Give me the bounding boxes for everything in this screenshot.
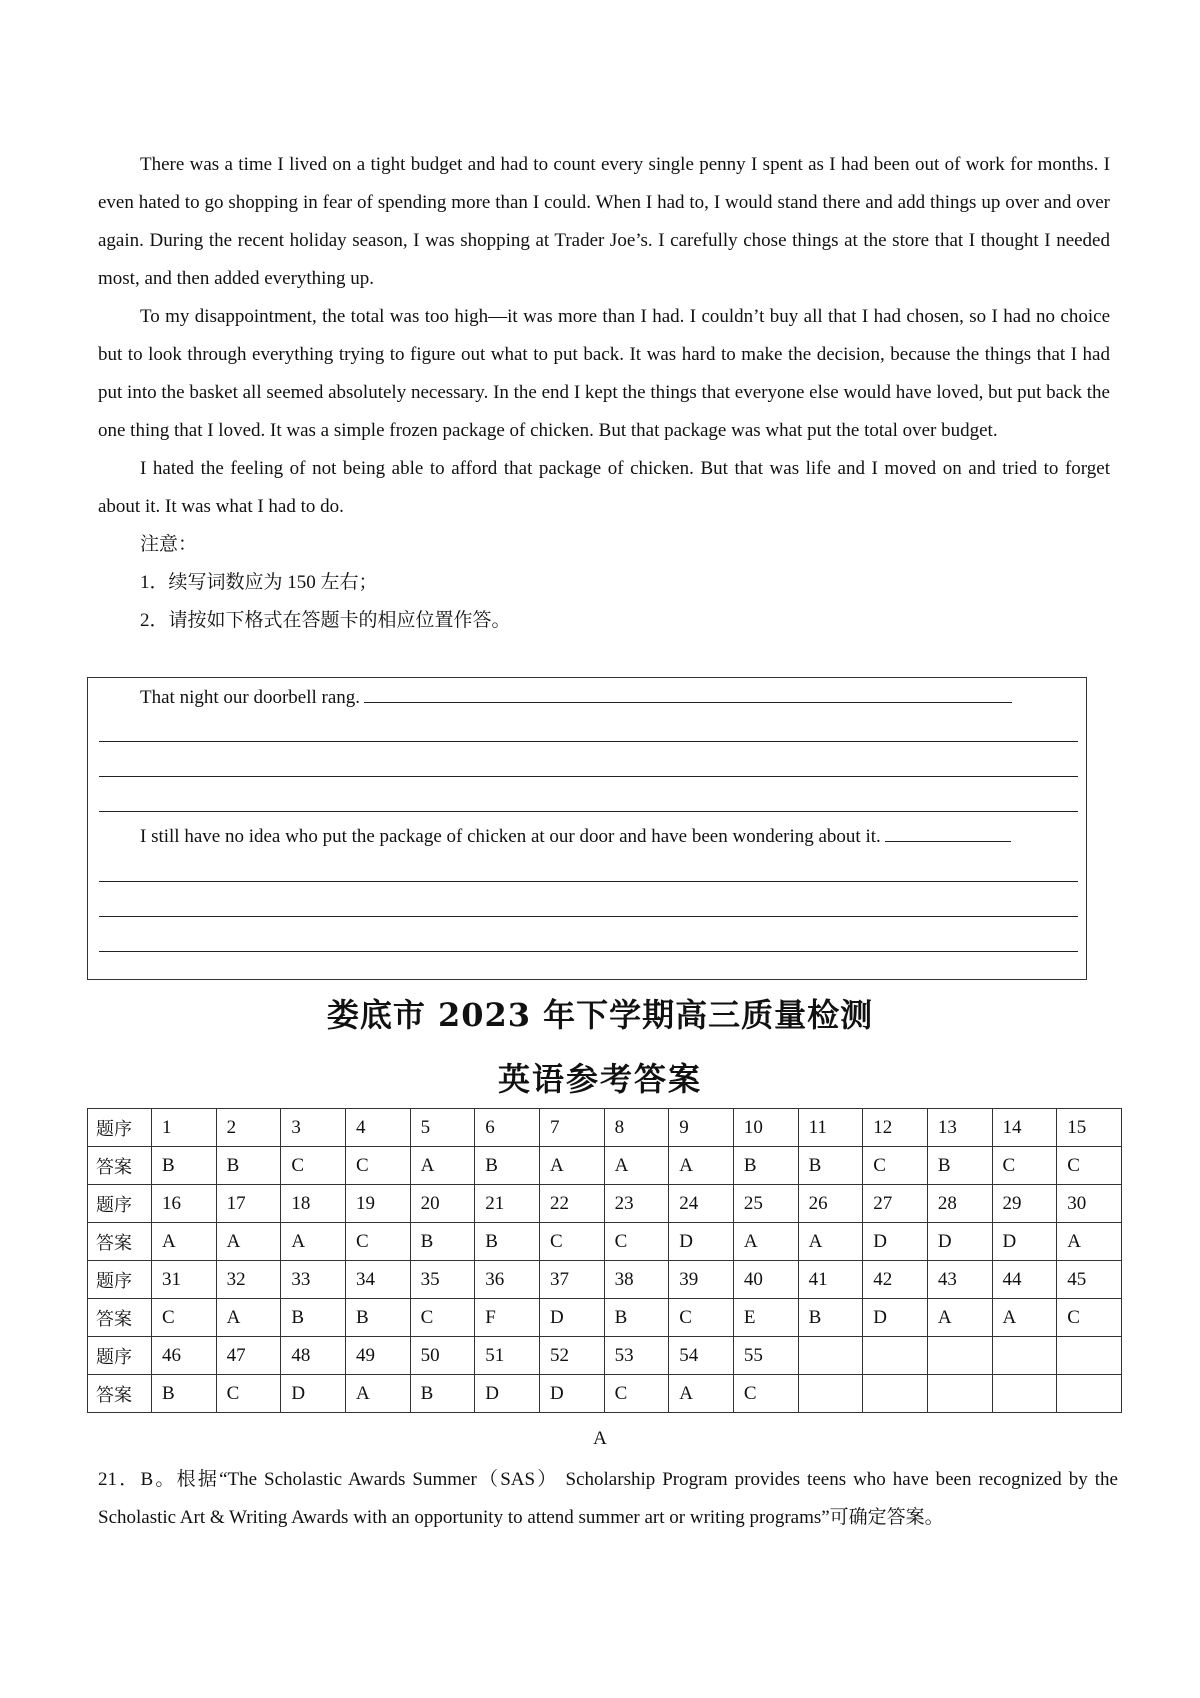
answer-cell: B bbox=[798, 1147, 863, 1185]
answer-row-label: 答案 bbox=[88, 1223, 152, 1261]
writing-line[interactable] bbox=[99, 951, 1078, 952]
answer-cell: C bbox=[992, 1147, 1057, 1185]
answer-cell: B bbox=[604, 1299, 669, 1337]
answer-writing-box bbox=[87, 677, 1087, 980]
passage-paragraph: I hated the feeling of not being able to afford that package of chicken. But that was life and I moved on and tried to forget about it. It was what I had to do. bbox=[98, 458, 1110, 517]
question-number-cell: 39 bbox=[669, 1261, 734, 1299]
note-item: 2．请按如下格式在答题卡的相应位置作答。 bbox=[140, 610, 511, 631]
answer-cell: A bbox=[216, 1223, 281, 1261]
passage-paragraph: To my disappointment, the total was too high—it was more than I had. I couldn’t buy all that I had chosen, so I had no choice but to look through everything trying to figure out what to put back. It was hard to make the decision, because the things that I had put into the basket all seemed absolutely necessary. In the end I kept the things that everyone else would have loved, but put back the one thing that I loved. It was a simple frozen package of chicken. But that package was what put the total over budget. bbox=[98, 306, 1110, 441]
answer-cell: C bbox=[669, 1299, 734, 1337]
question-number-cell: 33 bbox=[281, 1261, 346, 1299]
passage-paragraph: There was a time I lived on a tight budget and had to count every single penny I spent as I had been out of work for months. I even hated to go shopping in fear of spending more than I could. When I had to, I would stand there and add things up over and over again. During the recent holiday season, I was shopping at Trader Joe’s. I carefully chose things at the store that I thought I needed most, and then added everything up. bbox=[98, 154, 1110, 289]
answer-cell: C bbox=[281, 1147, 346, 1185]
answer-cell: C bbox=[539, 1223, 604, 1261]
answer-cell: C bbox=[152, 1299, 217, 1337]
question-number-cell bbox=[927, 1337, 992, 1375]
answer-cell: C bbox=[345, 1147, 410, 1185]
answer-cell: A bbox=[992, 1299, 1057, 1337]
question-number-cell: 4 bbox=[345, 1109, 410, 1147]
answer-cell: B bbox=[410, 1375, 475, 1413]
question-number-cell bbox=[863, 1337, 928, 1375]
answer-cell bbox=[863, 1375, 928, 1413]
answer-row-label: 答案 bbox=[88, 1299, 152, 1337]
question-number-cell: 30 bbox=[1057, 1185, 1122, 1223]
question-number-cell: 19 bbox=[345, 1185, 410, 1223]
answer-key-table bbox=[87, 1108, 1122, 1413]
question-number-cell: 13 bbox=[927, 1109, 992, 1147]
answer-row bbox=[88, 1375, 1122, 1413]
question-number-cell: 2 bbox=[216, 1109, 281, 1147]
answer-cell: C bbox=[733, 1375, 798, 1413]
answer-cell: B bbox=[152, 1375, 217, 1413]
number-row bbox=[88, 1261, 1122, 1299]
answer-explanation: 21．B。根据“The Scholastic Awards Summer（SAS） Scholarship Program provides teens who have been recognized by the Scholastic Art & Writing Awards with an opportunity to attend summer art or writing programs”可确定答案。 bbox=[98, 1469, 1118, 1528]
question-number-cell: 44 bbox=[992, 1261, 1057, 1299]
answer-cell: C bbox=[410, 1299, 475, 1337]
answer-cell: D bbox=[281, 1375, 346, 1413]
question-number-cell: 45 bbox=[1057, 1261, 1122, 1299]
answer-row bbox=[88, 1223, 1122, 1261]
answer-cell: C bbox=[345, 1223, 410, 1261]
answer-cell bbox=[1057, 1375, 1122, 1413]
answer-cell: B bbox=[475, 1223, 540, 1261]
question-number-cell: 18 bbox=[281, 1185, 346, 1223]
question-number-cell: 24 bbox=[669, 1185, 734, 1223]
question-number-cell bbox=[1057, 1337, 1122, 1375]
answer-cell: D bbox=[863, 1299, 928, 1337]
answer-cell: B bbox=[216, 1147, 281, 1185]
answer-cell: B bbox=[410, 1223, 475, 1261]
question-number-cell bbox=[992, 1337, 1057, 1375]
number-row bbox=[88, 1109, 1122, 1147]
answer-cell: B bbox=[152, 1147, 217, 1185]
question-number-cell: 54 bbox=[669, 1337, 734, 1375]
number-row-label: 题序 bbox=[88, 1337, 152, 1375]
question-number-cell: 6 bbox=[475, 1109, 540, 1147]
prompt-text: That night our doorbell rang. bbox=[140, 687, 361, 708]
question-number-cell: 28 bbox=[927, 1185, 992, 1223]
question-number-cell: 40 bbox=[733, 1261, 798, 1299]
answer-cell bbox=[798, 1375, 863, 1413]
answer-cell: B bbox=[281, 1299, 346, 1337]
answer-cell: A bbox=[410, 1147, 475, 1185]
question-number-cell: 17 bbox=[216, 1185, 281, 1223]
answer-cell: B bbox=[798, 1299, 863, 1337]
blank-line[interactable] bbox=[364, 686, 1012, 703]
answer-cell: B bbox=[345, 1299, 410, 1337]
answer-cell bbox=[927, 1375, 992, 1413]
question-number-cell: 55 bbox=[733, 1337, 798, 1375]
question-number-cell: 41 bbox=[798, 1261, 863, 1299]
question-number-cell: 47 bbox=[216, 1337, 281, 1375]
answer-cell: C bbox=[863, 1147, 928, 1185]
question-number-cell: 27 bbox=[863, 1185, 928, 1223]
reading-passage bbox=[98, 146, 1110, 640]
prompt-text: I still have no idea who put the package of chicken at our door and have been wondering about it. bbox=[140, 826, 881, 847]
number-row bbox=[88, 1185, 1122, 1223]
question-number-cell: 15 bbox=[1057, 1109, 1122, 1147]
writing-line[interactable] bbox=[99, 811, 1078, 812]
note-item: 1．续写词数应为 150 左右； bbox=[140, 572, 378, 593]
answer-row bbox=[88, 1299, 1122, 1337]
answer-cell: A bbox=[345, 1375, 410, 1413]
answer-cell bbox=[992, 1375, 1057, 1413]
question-number-cell: 32 bbox=[216, 1261, 281, 1299]
answer-cell: A bbox=[669, 1147, 734, 1185]
answer-cell: B bbox=[733, 1147, 798, 1185]
answer-cell: D bbox=[863, 1223, 928, 1261]
question-number-cell: 14 bbox=[992, 1109, 1057, 1147]
writing-line[interactable] bbox=[99, 881, 1078, 882]
answer-cell: A bbox=[216, 1299, 281, 1337]
answer-cell: A bbox=[798, 1223, 863, 1261]
question-number-cell: 22 bbox=[539, 1185, 604, 1223]
answer-row-label: 答案 bbox=[88, 1375, 152, 1413]
answer-cell: D bbox=[992, 1223, 1057, 1261]
question-number-cell: 53 bbox=[604, 1337, 669, 1375]
answer-cell: C bbox=[216, 1375, 281, 1413]
answer-cell: C bbox=[1057, 1147, 1122, 1185]
question-number-cell: 20 bbox=[410, 1185, 475, 1223]
question-number-cell: 31 bbox=[152, 1261, 217, 1299]
number-row-label: 题序 bbox=[88, 1109, 152, 1147]
answer-cell: D bbox=[927, 1223, 992, 1261]
section-letter: A bbox=[593, 1428, 607, 1449]
exam-subtitle: 英语参考答案 bbox=[497, 1060, 702, 1098]
question-number-cell: 49 bbox=[345, 1337, 410, 1375]
answer-cell: A bbox=[669, 1375, 734, 1413]
question-number-cell: 1 bbox=[152, 1109, 217, 1147]
question-number-cell: 7 bbox=[539, 1109, 604, 1147]
answer-cell: C bbox=[1057, 1299, 1122, 1337]
question-number-cell: 38 bbox=[604, 1261, 669, 1299]
answer-cell: A bbox=[281, 1223, 346, 1261]
question-number-cell: 26 bbox=[798, 1185, 863, 1223]
answer-cell: A bbox=[152, 1223, 217, 1261]
question-number-cell: 48 bbox=[281, 1337, 346, 1375]
answer-row-label: 答案 bbox=[88, 1147, 152, 1185]
writing-line[interactable] bbox=[99, 741, 1078, 742]
answer-cell: A bbox=[733, 1223, 798, 1261]
answer-cell: A bbox=[539, 1147, 604, 1185]
answer-cell: E bbox=[733, 1299, 798, 1337]
answer-cell: C bbox=[604, 1375, 669, 1413]
question-number-cell: 42 bbox=[863, 1261, 928, 1299]
question-number-cell: 35 bbox=[410, 1261, 475, 1299]
question-number-cell: 12 bbox=[863, 1109, 928, 1147]
notes-heading: 注意： bbox=[140, 534, 198, 555]
question-number-cell: 10 bbox=[733, 1109, 798, 1147]
question-number-cell: 46 bbox=[152, 1337, 217, 1375]
number-row-label: 题序 bbox=[88, 1261, 152, 1299]
writing-line[interactable] bbox=[99, 916, 1078, 917]
question-number-cell: 50 bbox=[410, 1337, 475, 1375]
number-row bbox=[88, 1337, 1122, 1375]
question-number-cell: 52 bbox=[539, 1337, 604, 1375]
question-number-cell: 34 bbox=[345, 1261, 410, 1299]
question-number-cell: 23 bbox=[604, 1185, 669, 1223]
question-number-cell: 29 bbox=[992, 1185, 1057, 1223]
blank-line[interactable] bbox=[885, 825, 1011, 842]
answer-cell: B bbox=[475, 1147, 540, 1185]
question-number-cell: 9 bbox=[669, 1109, 734, 1147]
answer-cell: D bbox=[475, 1375, 540, 1413]
answer-row bbox=[88, 1147, 1122, 1185]
answer-cell: D bbox=[539, 1375, 604, 1413]
question-number-cell: 16 bbox=[152, 1185, 217, 1223]
answer-cell: D bbox=[539, 1299, 604, 1337]
question-number-cell: 11 bbox=[798, 1109, 863, 1147]
question-number-cell: 25 bbox=[733, 1185, 798, 1223]
answer-cell: A bbox=[604, 1147, 669, 1185]
question-number-cell: 3 bbox=[281, 1109, 346, 1147]
exam-title: 娄底市 2023 年下学期高三质量检测 bbox=[326, 996, 874, 1034]
answer-cell: D bbox=[669, 1223, 734, 1261]
question-number-cell: 37 bbox=[539, 1261, 604, 1299]
answer-cell: F bbox=[475, 1299, 540, 1337]
writing-line[interactable] bbox=[99, 776, 1078, 777]
question-number-cell: 36 bbox=[475, 1261, 540, 1299]
question-number-cell: 8 bbox=[604, 1109, 669, 1147]
question-number-cell: 43 bbox=[927, 1261, 992, 1299]
continuation-prompt-1 bbox=[140, 686, 1012, 709]
question-number-cell bbox=[798, 1337, 863, 1375]
answer-cell: A bbox=[927, 1299, 992, 1337]
question-number-cell: 5 bbox=[410, 1109, 475, 1147]
question-number-cell: 51 bbox=[475, 1337, 540, 1375]
continuation-prompt-2 bbox=[140, 825, 1011, 848]
answer-cell: C bbox=[604, 1223, 669, 1261]
question-number-cell: 21 bbox=[475, 1185, 540, 1223]
answer-cell: B bbox=[927, 1147, 992, 1185]
number-row-label: 题序 bbox=[88, 1185, 152, 1223]
answer-cell: A bbox=[1057, 1223, 1122, 1261]
